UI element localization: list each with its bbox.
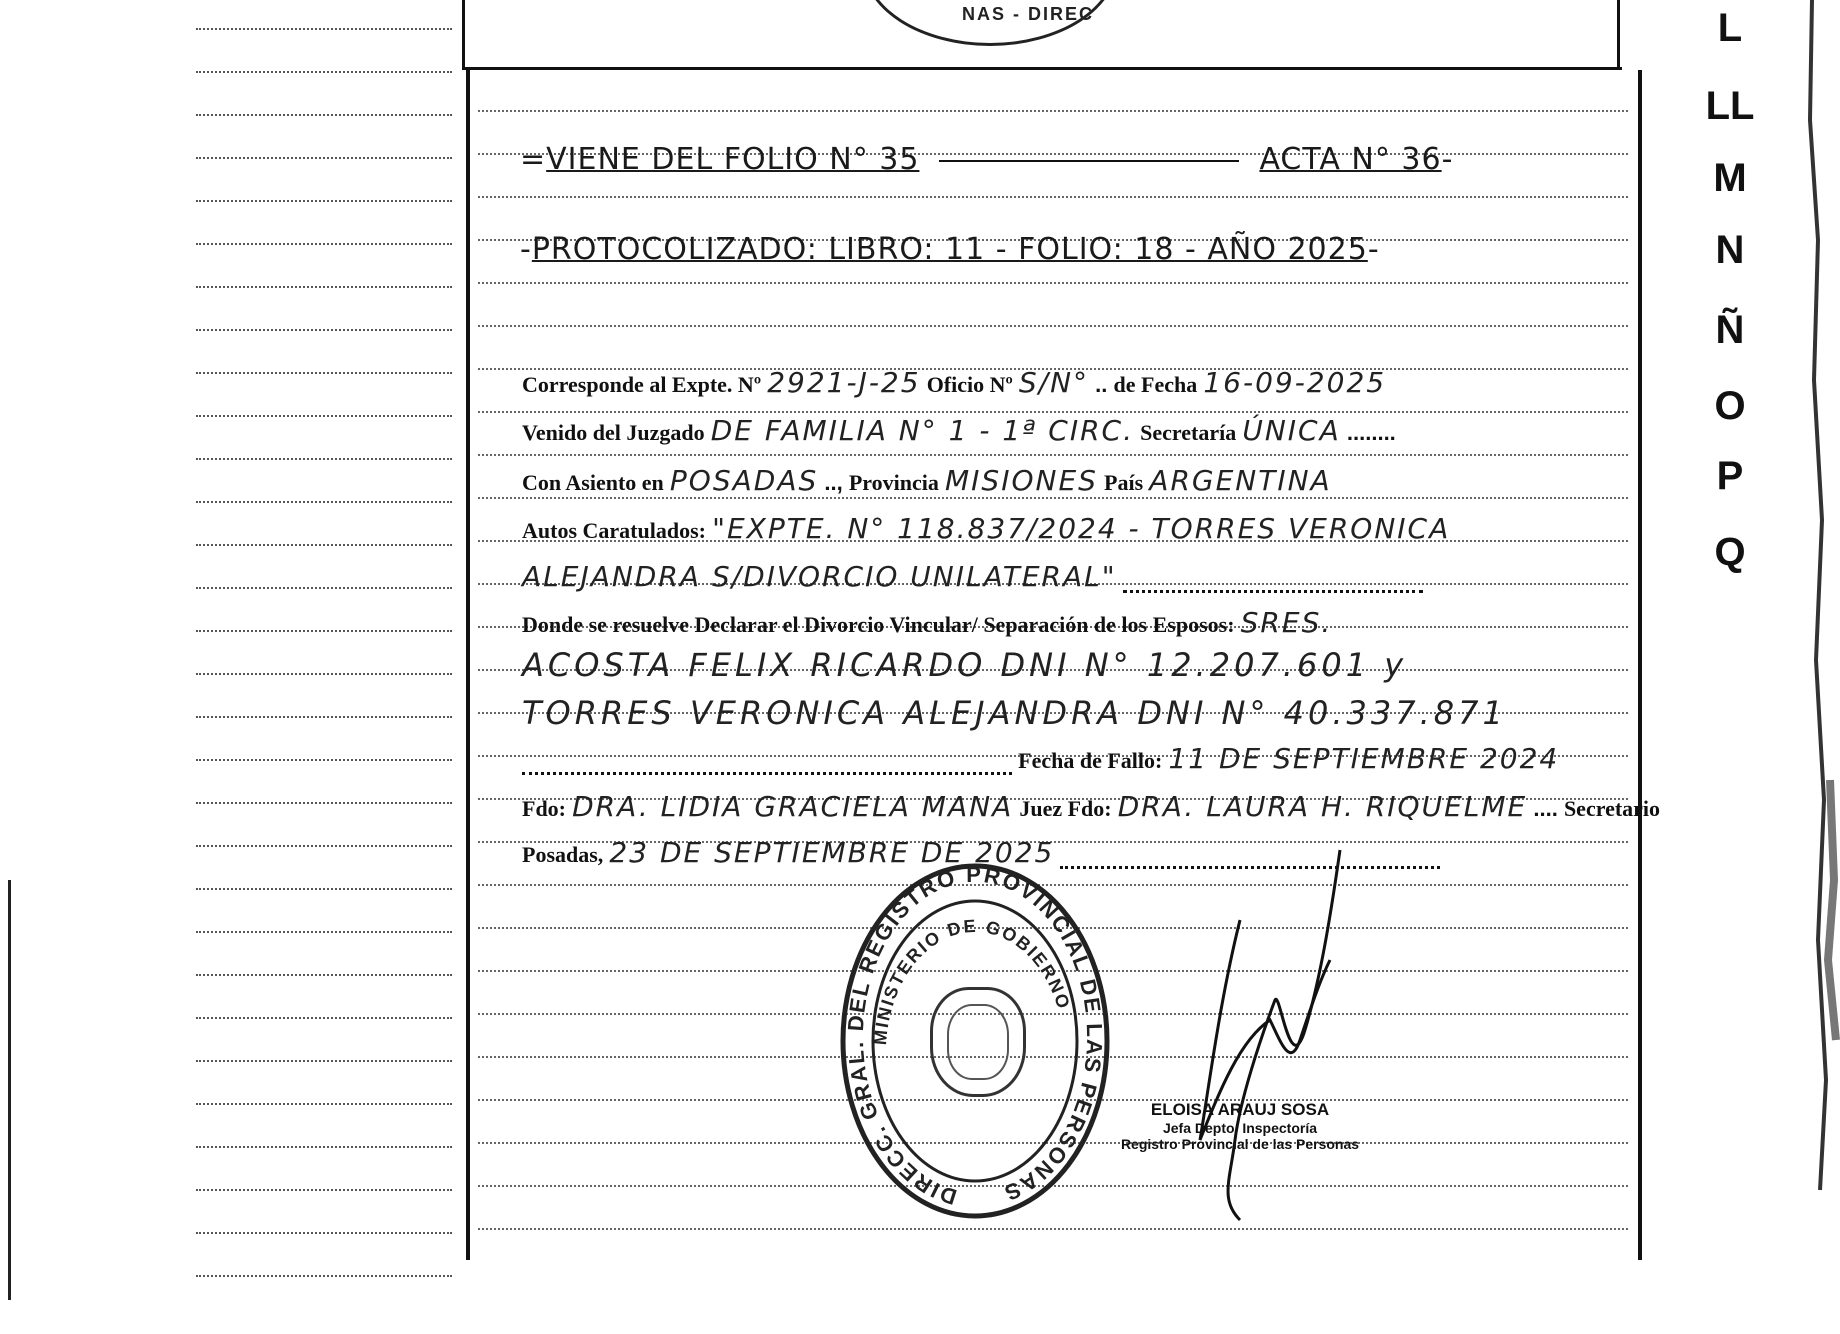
ruled-line bbox=[196, 1146, 452, 1148]
autos-value-1: "EXPTE. N° 118.837/2024 - TORRES VERONICA bbox=[712, 512, 1451, 545]
signer-name: ELOISA ARAUJ SOSA bbox=[1150, 1100, 1330, 1119]
top-seal-text: NAS - DIREC bbox=[962, 4, 1095, 24]
ruled-line bbox=[196, 845, 452, 847]
juzgado-label: Venido del Juzgado bbox=[522, 420, 705, 445]
index-letter: L bbox=[1717, 6, 1743, 50]
donde-label: Donde se resuelve Declarar el Divorcio Vincular/ Separación de los Esposos: bbox=[522, 612, 1235, 637]
asiento-label: Con Asiento en bbox=[522, 470, 664, 495]
coat-of-arms-icon bbox=[930, 987, 1026, 1097]
page-edge-right bbox=[1800, 0, 1840, 1334]
donde-value: SRES. bbox=[1240, 606, 1333, 639]
ruled-line bbox=[478, 282, 1628, 284]
left-margin-ruling bbox=[196, 0, 461, 1334]
ruled-line bbox=[196, 28, 452, 30]
secretaria-label: Secretaría bbox=[1140, 420, 1237, 445]
signer-role-1: Jefa Depto. Inspectoría bbox=[1162, 1120, 1318, 1136]
ruled-line bbox=[196, 1189, 452, 1191]
fecha-label: de Fecha bbox=[1113, 372, 1198, 397]
autos-value-2: ALEJANDRA S/DIVORCIO UNILATERAL" bbox=[522, 560, 1117, 593]
seal-outer-text: DIRECC. GRAL. DEL REGISTRO PROVINCIAL DE LAS PERSONAS bbox=[842, 862, 1108, 1210]
index-letter: O bbox=[1714, 384, 1746, 428]
page-edge-left bbox=[8, 880, 11, 1300]
fallo-label: Fecha de Fallo: bbox=[1018, 748, 1163, 773]
ruled-line bbox=[196, 759, 452, 761]
ruled-line bbox=[196, 587, 452, 589]
ruled-line bbox=[196, 157, 452, 159]
provincia-value: MISIONES bbox=[945, 464, 1098, 497]
ruled-line bbox=[196, 372, 452, 374]
row-autos-cont bbox=[522, 560, 1423, 593]
index-letter: LL bbox=[1705, 84, 1755, 128]
signature-icon bbox=[1180, 840, 1360, 1230]
index-letter: P bbox=[1716, 454, 1744, 498]
seal-inner-text: MINISTERIO DE GOBIERNO bbox=[869, 915, 1075, 1046]
ruled-line bbox=[478, 497, 1628, 499]
posadas-value: 23 DE SEPTIEMBRE DE 2025 bbox=[609, 836, 1055, 869]
header-line-2: -PROTOCOLIZADO: LIBRO: 11 - FOLIO: 18 - AÑO 2025- bbox=[520, 232, 1380, 267]
row-donde bbox=[522, 606, 1332, 639]
ruled-line bbox=[196, 716, 452, 718]
ruled-line bbox=[196, 415, 452, 417]
ruled-line bbox=[196, 888, 452, 890]
fallo-value: 11 DE SEPTIEMBRE 2024 bbox=[1168, 742, 1560, 775]
index-letter: Q bbox=[1714, 530, 1746, 574]
signer-role-2: Registro Provincial de las Personas bbox=[1120, 1136, 1360, 1152]
signature-block bbox=[1090, 1100, 1390, 1152]
ruled-line bbox=[478, 454, 1628, 456]
ruled-line bbox=[196, 544, 452, 546]
row-esposo-1 bbox=[522, 646, 1407, 684]
fdo-value-2: DRA. LAURA H. RIQUELME bbox=[1117, 790, 1528, 823]
secretaria-value: ÚNICA bbox=[1242, 414, 1341, 447]
row-expte: Corresponde al Expte. Nº 2921-J-25 Oficio Nº S/N° .. de Fecha 16-09-2025 bbox=[522, 366, 1387, 399]
acta-number: ACTA N° 36 bbox=[1259, 142, 1442, 177]
esposo-2: TORRES VERONICA ALEJANDRA DNI N° 40.337.871 bbox=[522, 694, 1507, 732]
ruled-line bbox=[196, 458, 452, 460]
protocolizado: PROTOCOLIZADO: LIBRO: 11 - FOLIO: 18 - AÑO 2025 bbox=[531, 232, 1368, 267]
row-esposo-2 bbox=[522, 694, 1507, 732]
ruled-line bbox=[478, 325, 1628, 327]
pais-value: ARGENTINA bbox=[1149, 464, 1332, 497]
ruled-line bbox=[196, 1103, 452, 1105]
ruled-line bbox=[196, 200, 452, 202]
top-frame bbox=[462, 0, 1622, 70]
oficio-label: Oficio Nº bbox=[926, 372, 1013, 397]
row-fallo bbox=[522, 742, 1559, 775]
ruled-line bbox=[196, 501, 452, 503]
ruled-line bbox=[196, 1275, 452, 1277]
ruled-line bbox=[196, 1060, 452, 1062]
ruled-line bbox=[196, 1017, 452, 1019]
ruled-line bbox=[196, 673, 452, 675]
index-letter: Ñ bbox=[1715, 308, 1745, 352]
header-line-1: =VIENE DEL FOLIO N° 35 ACTA N° 36- bbox=[520, 142, 1454, 177]
ruled-line bbox=[196, 630, 452, 632]
ruled-line bbox=[196, 114, 452, 116]
ruled-line bbox=[478, 110, 1628, 112]
expte-value: 2921-J-25 bbox=[767, 366, 921, 399]
index-letter: M bbox=[1713, 156, 1747, 200]
row-autos bbox=[522, 512, 1450, 545]
fecha-value: 16-09-2025 bbox=[1203, 366, 1387, 399]
provincia-label: Provincia bbox=[848, 470, 939, 495]
ruled-line bbox=[196, 243, 452, 245]
juzgado-value: DE FAMILIA N° 1 - 1ª CIRC. bbox=[710, 414, 1134, 447]
juez-label: Juez Fdo: bbox=[1019, 796, 1112, 821]
row-asiento: Con Asiento en POSADAS .., Provincia MISIONES País ARGENTINA bbox=[522, 464, 1332, 497]
fdo-label-1: Fdo: bbox=[522, 796, 566, 821]
ruled-line bbox=[196, 329, 452, 331]
expte-label: Corresponde al Expte. Nº bbox=[522, 372, 762, 397]
index-letter: N bbox=[1715, 228, 1745, 272]
fdo-value-1: DRA. LIDIA GRACIELA MANA bbox=[572, 790, 1014, 823]
row-fdo: Fdo: DRA. LIDIA GRACIELA MANA Juez Fdo: DRA. LAURA H. RIQUELME .... Secretario bbox=[522, 790, 1661, 823]
ruled-line bbox=[196, 71, 452, 73]
oficio-value: S/N° bbox=[1018, 366, 1090, 399]
ruled-line bbox=[196, 931, 452, 933]
asiento-value: POSADAS bbox=[669, 464, 819, 497]
pais-label: País bbox=[1104, 470, 1144, 495]
ruled-line bbox=[196, 974, 452, 976]
secretario-label: Secretario bbox=[1563, 796, 1661, 821]
autos-label: Autos Caratulados: bbox=[522, 518, 706, 543]
row-juzgado: Venido del Juzgado DE FAMILIA N° 1 - 1ª CIRC. Secretaría ÚNICA ........ bbox=[522, 414, 1396, 447]
ruled-line bbox=[196, 1232, 452, 1234]
ruled-line bbox=[478, 196, 1628, 198]
official-seal bbox=[838, 862, 1112, 1220]
ruled-line bbox=[196, 286, 452, 288]
ruled-line bbox=[478, 411, 1628, 413]
viene-del-folio: VIENE DEL FOLIO N° 35 bbox=[546, 142, 920, 177]
ruled-line bbox=[478, 1228, 1628, 1230]
posadas-label: Posadas, bbox=[522, 842, 604, 867]
esposo-1: ACOSTA FELIX RICARDO DNI N° 12.207.601 y bbox=[522, 646, 1408, 684]
ruled-line bbox=[196, 802, 452, 804]
